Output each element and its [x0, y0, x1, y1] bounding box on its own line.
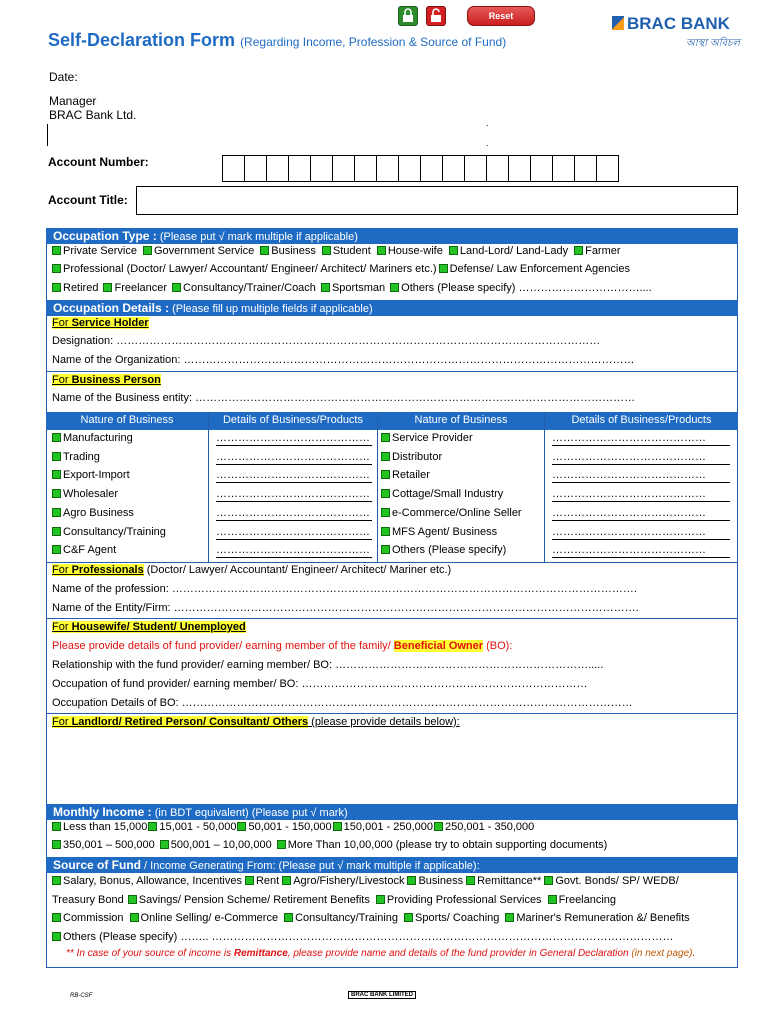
checkbox[interactable]: [376, 895, 385, 904]
checkbox[interactable]: [381, 489, 390, 498]
business-details-field[interactable]: ……………………………………: [216, 506, 370, 519]
occupation-row-3: [52, 281, 657, 295]
business-type-label: C&F Agent: [63, 544, 117, 557]
checkbox-label: Farmer: [585, 245, 621, 257]
account-title-input[interactable]: [136, 186, 738, 215]
fund-row-2: [52, 893, 622, 907]
checkbox[interactable]: [52, 283, 61, 292]
bank-address: BRAC Bank Ltd.: [49, 108, 137, 122]
checkbox[interactable]: [404, 913, 413, 922]
checkbox-label: Government Service: [153, 245, 255, 257]
checkbox-option[interactable]: [52, 839, 155, 851]
checkbox-label: Rent: [255, 875, 280, 887]
business-details-field[interactable]: ……………………………………: [552, 543, 730, 558]
business-type-label: Retailer: [392, 469, 430, 482]
business-type-option[interactable]: [52, 543, 116, 557]
business-details-field[interactable]: ……………………………………: [216, 469, 370, 482]
checkbox-option[interactable]: [377, 245, 443, 257]
occupation-details-header: Occupation Details : (Please fill up multiple fields if applicable): [46, 300, 738, 316]
business-details-field[interactable]: ……………………………………: [216, 544, 370, 557]
checkbox-option[interactable]: [439, 263, 630, 275]
checkbox[interactable]: [52, 489, 61, 498]
checkbox[interactable]: [52, 913, 61, 922]
details-bo-field[interactable]: Occupation Details of BO: ……………………………………………………………………………………………………………: [52, 697, 633, 709]
remittance-footnote: ** In case of your source of income is Remittance, please provide name and details of the fund provider in General Declaration (in next page).: [66, 948, 696, 959]
fund-others-field[interactable]: Others (Please specify) …….. ………………………………………………………………………………………………………………: [63, 931, 674, 943]
income-row-2: [52, 838, 612, 852]
checkbox-option[interactable]: [574, 245, 620, 257]
checkbox[interactable]: [52, 527, 61, 536]
occupation-row-2: [52, 262, 632, 276]
business-type-option[interactable]: [381, 450, 442, 464]
business-details-field[interactable]: ……………………………………: [552, 525, 730, 540]
checkbox-option[interactable]: [277, 839, 608, 851]
business-type-option[interactable]: [381, 543, 506, 557]
business-type-option[interactable]: [381, 431, 473, 445]
checkbox-label: Private Service: [63, 245, 137, 257]
table-divider: [544, 412, 545, 562]
checkbox[interactable]: [381, 508, 390, 517]
reset-button[interactable]: Reset: [467, 6, 535, 26]
bank-tagline: আস্থা অবিচল: [686, 38, 740, 49]
checkbox[interactable]: [130, 913, 139, 922]
account-digit-cell[interactable]: [442, 155, 465, 182]
account-digit-cell[interactable]: [354, 155, 377, 182]
account-number-label: Account Number:: [48, 155, 149, 169]
checkbox-option[interactable]: [52, 875, 242, 887]
checkbox-option[interactable]: [260, 245, 316, 257]
business-type-option[interactable]: [381, 506, 522, 520]
manager-label: Manager: [49, 94, 97, 108]
checkbox-label: Salary, Bonus, Allowance, Incentives: [63, 875, 242, 887]
dot-mark: .: [486, 138, 489, 148]
dot-mark: .: [486, 118, 489, 128]
brac-logo-icon: [612, 16, 624, 30]
divider: [46, 618, 738, 619]
checkbox-option[interactable]: [321, 282, 385, 294]
table-header-nature-1: Nature of Business: [46, 412, 208, 430]
account-digit-cell[interactable]: [552, 155, 575, 182]
business-details-field[interactable]: ……………………………………: [216, 450, 370, 463]
business-details-field[interactable]: ……………………………………: [552, 468, 730, 483]
checkbox-option[interactable]: [322, 245, 371, 257]
checkbox-label: 250,001 - 350,000: [444, 821, 535, 833]
checkbox-label: Land-Lord/ Land-Lady: [459, 245, 569, 257]
checkbox-label: Less than 15,000: [63, 821, 148, 833]
business-type-option[interactable]: [52, 468, 130, 482]
business-type-label: Service Provider: [392, 432, 473, 444]
source-of-fund-header: Source of Fund / Income Generating From: (Please put √ mark multiple if applicable):: [46, 857, 738, 873]
checkbox-option[interactable]: [407, 875, 463, 887]
checkbox-option[interactable]: [282, 875, 404, 887]
checkbox[interactable]: [282, 876, 291, 885]
checkbox[interactable]: [160, 840, 169, 849]
table-header-details-1: Details of Business/Products: [209, 412, 377, 430]
checkbox-label: Student: [332, 245, 371, 257]
account-digit-cell[interactable]: [508, 155, 531, 182]
checkbox-label: Consultancy/Trainer/Coach: [183, 282, 316, 294]
checkbox[interactable]: [52, 822, 61, 831]
checkbox[interactable]: [381, 545, 390, 554]
checkbox-option[interactable]: [52, 821, 147, 833]
checkbox-label: Business: [418, 875, 464, 887]
checkbox-label: Professional (Doctor/ Lawyer/ Accountant/ Engineer/ Architect/ Mariners etc.): [63, 263, 437, 275]
account-digit-cell[interactable]: [266, 155, 289, 182]
checkbox[interactable]: [52, 876, 61, 885]
business-type-label: Export-Import: [63, 469, 130, 482]
checkbox-option[interactable]: [544, 875, 679, 887]
fund-label: Treasury Bond: [52, 894, 124, 906]
profession-field[interactable]: Name of the profession: ……………………………………………………………………………………………………………….: [52, 583, 637, 595]
checkbox-option[interactable]: [333, 821, 433, 833]
account-digit-cell[interactable]: [486, 155, 509, 182]
business-type-label: Wholesaler: [63, 488, 119, 501]
checkbox-label: House-wife: [387, 245, 443, 257]
checkbox-option[interactable]: [52, 912, 124, 924]
monthly-income-header: Monthly Income : (in BDT equivalent) (Please put √ mark): [46, 804, 738, 820]
account-number-input[interactable]: [222, 155, 618, 182]
checkbox[interactable]: [52, 470, 61, 479]
business-type-option[interactable]: [52, 506, 134, 520]
table-header-nature-2: Nature of Business: [378, 412, 544, 430]
account-digit-cell[interactable]: [376, 155, 399, 182]
checkbox[interactable]: [52, 452, 61, 461]
business-type-label: Agro Business: [63, 506, 134, 519]
business-details-field[interactable]: ……………………………………: [552, 431, 730, 446]
checkbox-label: Others (Please specify) ……………………………....: [401, 282, 652, 294]
designation-field[interactable]: Designation: ……………………………………………………………………………………………………………………: [52, 335, 601, 347]
checkbox-option[interactable]: [52, 282, 98, 294]
business-person-heading: For Business Person: [52, 374, 161, 386]
page-title: Self-Declaration Form (Regarding Income, Profession & Source of Fund): [48, 30, 507, 50]
account-digit-cell[interactable]: [310, 155, 333, 182]
housewife-heading: For Housewife/ Student/ Unemployed: [52, 621, 246, 633]
text-cursor: [47, 124, 48, 146]
business-type-option[interactable]: [381, 468, 430, 482]
checkbox[interactable]: [466, 876, 475, 885]
checkbox-option[interactable]: [52, 245, 137, 257]
checkbox[interactable]: [52, 433, 61, 442]
business-type-label: Distributor: [392, 450, 443, 463]
entity-field[interactable]: Name of the Entity/Firm: ……………………………………………………………………………………………………………….: [52, 602, 639, 614]
checkbox[interactable]: [52, 932, 61, 941]
checkbox[interactable]: [449, 246, 458, 255]
checkbox[interactable]: [439, 264, 448, 273]
fund-row-3: [52, 911, 696, 925]
professionals-heading: For Professionals (Doctor/ Lawyer/ Accountant/ Engineer/ Architect/ Mariner etc.): [52, 564, 452, 576]
landlord-details-area[interactable]: [50, 732, 734, 802]
income-row-1: [52, 820, 535, 834]
checkbox-option[interactable]: [237, 821, 331, 833]
checkbox[interactable]: [52, 545, 61, 554]
checkbox[interactable]: [143, 246, 152, 255]
checkbox-option[interactable]: [404, 912, 499, 924]
account-digit-cell[interactable]: [596, 155, 619, 182]
checkbox[interactable]: [390, 283, 399, 292]
table-divider: [377, 412, 378, 562]
occupation-type-header: Occupation Type : (Please put √ mark multiple if applicable): [46, 228, 738, 244]
divider: [46, 713, 738, 714]
checkbox-option[interactable]: [245, 875, 279, 887]
account-digit-cell[interactable]: [464, 155, 487, 182]
business-details-field[interactable]: ……………………………………: [552, 506, 730, 521]
business-type-label: Cottage/Small Industry: [392, 488, 504, 501]
checkbox[interactable]: [544, 876, 553, 885]
business-type-label: Consultancy/Training: [63, 525, 166, 538]
checkbox-label: Savings/ Pension Scheme/ Retirement Benefits: [138, 894, 370, 906]
checkbox-option[interactable]: [172, 282, 316, 294]
business-type-label: Manufacturing: [63, 432, 133, 444]
checkbox[interactable]: [148, 822, 157, 831]
checkbox-label: Online Selling/ e-Commerce: [140, 912, 279, 924]
checkbox[interactable]: [284, 913, 293, 922]
checkbox-label: Business: [271, 245, 316, 257]
occupation-row-1: [52, 244, 627, 258]
checkbox[interactable]: [52, 246, 61, 255]
account-digit-cell[interactable]: [244, 155, 267, 182]
checkbox[interactable]: [381, 527, 390, 536]
checkbox[interactable]: [381, 470, 390, 479]
checkbox-option[interactable]: [466, 875, 541, 887]
checkbox[interactable]: [377, 246, 386, 255]
business-details-field[interactable]: ……………………………………: [216, 432, 370, 444]
bank-logo: [612, 14, 730, 34]
account-digit-cell[interactable]: [332, 155, 355, 182]
unlock-icon[interactable]: [426, 6, 446, 26]
checkbox[interactable]: [381, 452, 390, 461]
bank-name: BRAC BANK: [627, 14, 730, 33]
checkbox-option[interactable]: [390, 282, 652, 294]
checkbox-label: 150,001 - 250,000: [343, 821, 433, 833]
checkbox[interactable]: [321, 283, 330, 292]
occupation-bo-field[interactable]: Occupation of fund provider/ earning member/ BO: ……………………………………………………………………: [52, 678, 588, 690]
checkbox-option[interactable]: [284, 912, 398, 924]
checkbox[interactable]: [434, 822, 443, 831]
landlord-heading: For Landlord/ Retired Person/ Consultant/ Others (please provide details below):: [52, 716, 460, 728]
fund-provider-instruction: Please provide details of fund provider/ earning member of the family/ Beneficial Owner (BO):: [52, 640, 513, 652]
organization-field[interactable]: Name of the Organization: ……………………………………………………………………………………………………………: [52, 354, 635, 366]
table-header-details-2: Details of Business/Products: [545, 412, 738, 430]
checkbox-label: 15,001 - 50,000: [159, 821, 237, 833]
checkbox[interactable]: [407, 876, 416, 885]
account-title-label: Account Title:: [48, 193, 128, 207]
checkbox-label: Sports/ Coaching: [415, 912, 500, 924]
checkbox-option[interactable]: [376, 894, 542, 906]
checkbox-label: Agro/Fishery/Livestock: [293, 875, 405, 887]
checkbox-label: Defense/ Law Enforcement Agencies: [449, 263, 630, 275]
checkbox-label: Freelancing: [558, 894, 617, 906]
checkbox[interactable]: [237, 822, 246, 831]
checkbox-option[interactable]: [143, 245, 254, 257]
checkbox[interactable]: [505, 913, 514, 922]
form-code: RB-CSF: [70, 993, 93, 999]
checkbox[interactable]: [52, 840, 61, 849]
business-type-option[interactable]: [52, 450, 100, 464]
fund-row-4: [52, 930, 674, 944]
footer-bank: BRAC BANK LIMITED: [348, 991, 416, 999]
checkbox[interactable]: [381, 433, 390, 442]
checkbox[interactable]: [548, 895, 557, 904]
business-type-label: e-Commerce/Online Seller: [392, 506, 522, 519]
checkbox-option[interactable]: [128, 894, 370, 906]
relationship-field[interactable]: Relationship with the fund provider/ earning member/ BO: …………………………………………………………….....: [52, 659, 604, 671]
business-type-label: Trading: [63, 450, 100, 463]
business-details-field[interactable]: ……………………………………: [552, 450, 730, 465]
checkbox[interactable]: [260, 246, 269, 255]
checkbox[interactable]: [172, 283, 181, 292]
service-holder-heading: For Service Holder: [52, 317, 149, 329]
checkbox[interactable]: [277, 840, 286, 849]
account-digit-cell[interactable]: [574, 155, 597, 182]
checkbox-option[interactable]: [130, 912, 279, 924]
account-digit-cell[interactable]: [420, 155, 443, 182]
checkbox-option[interactable]: [434, 821, 534, 833]
checkbox-label: 50,001 - 150,000: [248, 821, 332, 833]
checkbox[interactable]: [574, 246, 583, 255]
checkbox-option[interactable]: [148, 821, 236, 833]
business-type-option[interactable]: [52, 525, 166, 539]
table-divider: [208, 412, 209, 562]
page-subtitle: (Regarding Income, Profession & Source of Fund): [240, 35, 507, 49]
business-type-label: Others (Please specify): [392, 544, 507, 557]
checkbox[interactable]: [52, 508, 61, 517]
checkbox-option[interactable]: [160, 839, 272, 851]
checkbox-label: Mariner's Remuneration &/ Benefits: [516, 912, 690, 924]
account-digit-cell[interactable]: [222, 155, 245, 182]
checkbox[interactable]: [245, 876, 254, 885]
checkbox-label: Consultancy/Training: [295, 912, 398, 924]
checkbox-label: More Than 10,00,000 (please try to obtain supporting documents): [287, 839, 608, 851]
checkbox-label: Commission: [63, 912, 124, 924]
checkbox[interactable]: [103, 283, 112, 292]
checkbox-option[interactable]: [449, 245, 568, 257]
date-label: Date:: [49, 70, 78, 84]
checkbox-label: 350,001 – 500,000: [63, 839, 155, 851]
business-type-option[interactable]: [381, 525, 497, 539]
checkbox-label: Remittance**: [477, 875, 542, 887]
checkbox-label: 500,001 – 10,00,000: [170, 839, 272, 851]
account-digit-cell[interactable]: [288, 155, 311, 182]
checkbox-option[interactable]: [548, 894, 616, 906]
checkbox[interactable]: [52, 264, 61, 273]
fund-row-1: [52, 874, 682, 888]
checkbox-label: Freelancer: [114, 282, 168, 294]
checkbox-label: Govt. Bonds/ SP/ WEDB/: [555, 875, 679, 887]
business-details-field[interactable]: ……………………………………: [216, 525, 370, 538]
account-digit-cell[interactable]: [398, 155, 421, 182]
checkbox-option[interactable]: [505, 912, 689, 924]
checkbox-label: Sportsman: [331, 282, 386, 294]
checkbox-label: Retired: [63, 282, 99, 294]
business-details-field[interactable]: ……………………………………: [552, 487, 730, 502]
checkbox[interactable]: [128, 895, 137, 904]
checkbox-option[interactable]: [52, 263, 437, 275]
account-digit-cell[interactable]: [530, 155, 553, 182]
business-type-option[interactable]: [381, 487, 503, 501]
checkbox-option[interactable]: [103, 282, 167, 294]
checkbox[interactable]: [333, 822, 342, 831]
business-type-option[interactable]: [52, 431, 133, 445]
business-details-field[interactable]: ……………………………………: [216, 488, 370, 501]
checkbox[interactable]: [322, 246, 331, 255]
divider: [46, 371, 738, 372]
business-type-label: MFS Agent/ Business: [392, 525, 498, 538]
lock-icon[interactable]: [398, 6, 418, 26]
business-entity-field[interactable]: Name of the Business entity: …………………………………………………………………………………………………………: [52, 392, 636, 404]
checkbox-label: Providing Professional Services: [386, 894, 542, 906]
business-type-option[interactable]: [52, 487, 118, 501]
